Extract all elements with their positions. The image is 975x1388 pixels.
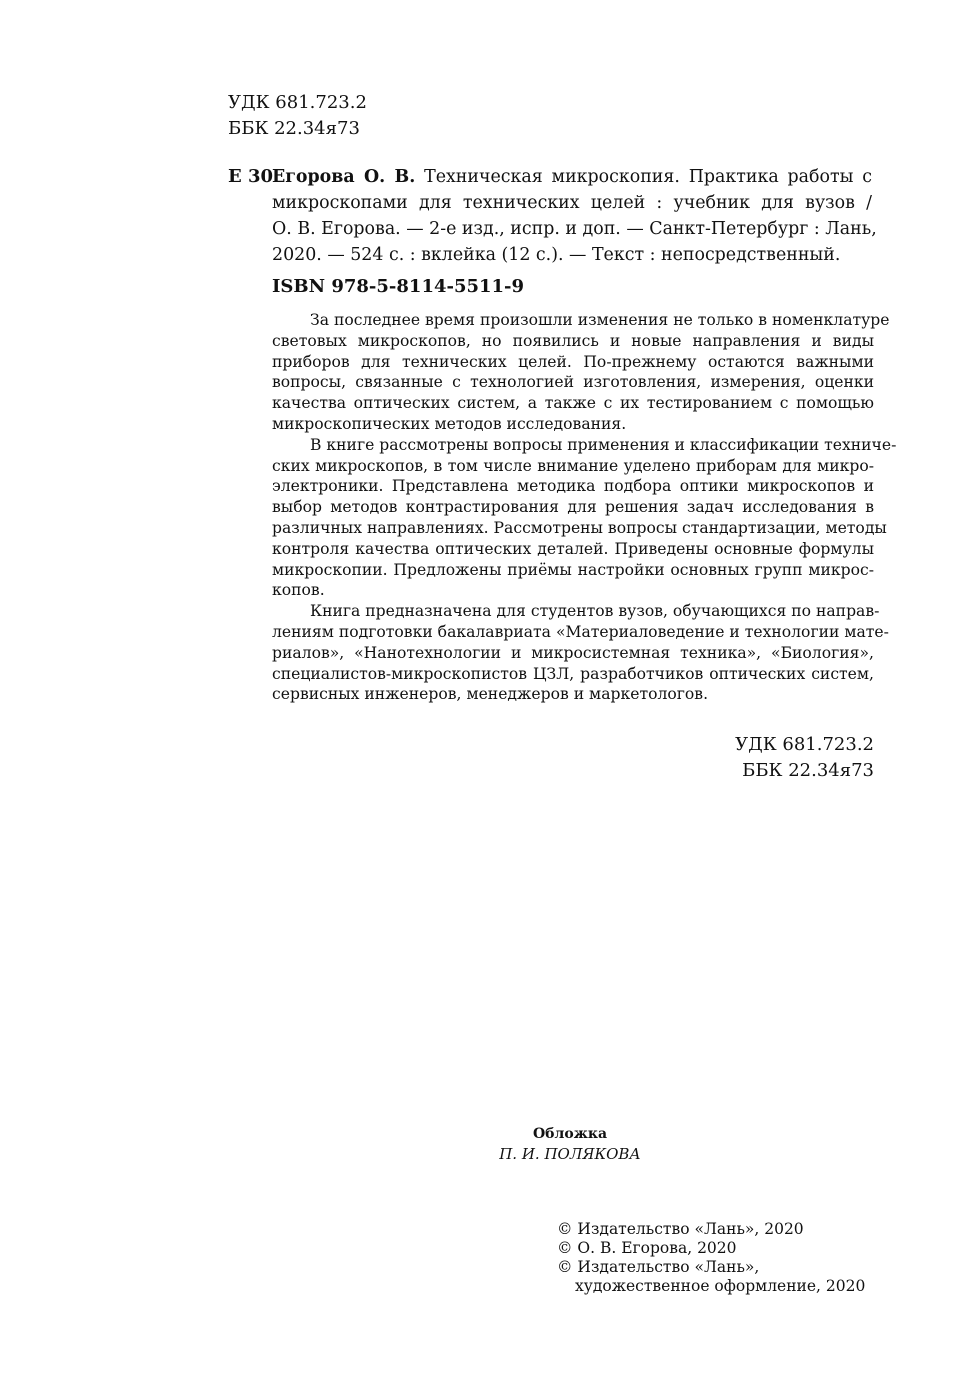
text-line: специалистов-микроскопистов ЦЗЛ, разработчиков оптических систем, — [272, 664, 874, 683]
bibliographic-record — [272, 164, 877, 268]
copyright-line: художественное оформление, 2020 — [575, 1277, 866, 1295]
text-line: электроники. Представлена методика подбора оптики микроскопов и — [272, 477, 874, 496]
text-line: Книга предназначена для студентов вузов, обучающихся по направ- — [310, 602, 880, 621]
biblio-line-2: микроскопами для технических целей : учебник для вузов / — [272, 193, 872, 213]
cover-credit — [440, 1124, 700, 1164]
annotation-paragraph-2 — [272, 435, 897, 601]
cover-designer: П. И. ПОЛЯКОВА — [499, 1145, 641, 1163]
copyright-line: © О. В. Егорова, 2020 — [557, 1239, 737, 1257]
udk-code: УДК 681.723.2 — [735, 734, 874, 755]
annotation-paragraph-1 — [272, 310, 890, 435]
text-line: микроскопии. Предложены приёмы настройки основных групп микрос- — [272, 560, 874, 579]
text-line: световых микроскопов, но появились и новые направления и виды — [272, 331, 874, 350]
author-sign: Е 30 — [228, 166, 274, 187]
cover-label: Обложка — [532, 1126, 608, 1142]
text-line: вопросы, связанные с технологией изготовления, измерения, оценки — [272, 373, 874, 392]
text-line: лениям подготовки бакалавриата «Материаловедение и технологии мате- — [272, 622, 889, 641]
udk-bbk-header — [228, 90, 367, 142]
author-name: Егорова О. В. — [272, 167, 416, 187]
text-line: ских микроскопов, в том числе внимание уделено приборам для микро- — [272, 456, 874, 475]
copyright-line: © Издательство «Лань», 2020 — [557, 1220, 804, 1238]
text-line: В книге рассмотрены вопросы применения и классификации техниче- — [310, 435, 897, 454]
annotation-paragraph-3 — [272, 601, 889, 705]
text-line: контроля качества оптических деталей. Приведены основные формулы — [272, 539, 874, 558]
text-line: риалов», «Нанотехнологии и микросистемная техника», «Биология», — [272, 643, 874, 662]
biblio-line-1: Техническая микроскопия. Практика работы с — [424, 167, 872, 187]
udk-code: УДК 681.723.2 — [228, 92, 367, 113]
text-line: различных направлениях. Рассмотрены вопросы стандартизации, методы — [272, 518, 887, 537]
biblio-line-4: 2020. — 524 с. : вклейка (12 с.). — Текст : непосредственный. — [272, 245, 841, 265]
annotation — [272, 310, 897, 705]
bbk-code: ББК 22.34я73 — [228, 118, 360, 139]
biblio-line-3: О. В. Егорова. — 2-е изд., испр. и доп. — Санкт-Петербург : Лань, — [272, 219, 877, 239]
text-line: приборов для технических целей. По-прежнему остаются важными — [272, 352, 874, 371]
text-line: микроскопических методов исследования. — [272, 414, 627, 433]
isbn: ISBN 978-5-8114-5511-9 — [272, 276, 525, 297]
copyright-line: © Издательство «Лань», — [557, 1258, 760, 1276]
text-line: За последнее время произошли изменения не только в номенклатуре — [310, 311, 890, 329]
text-line: качества оптических систем, а также с их тестированием с помощью — [272, 394, 874, 413]
bbk-code: ББК 22.34я73 — [742, 760, 874, 781]
text-line: сервисных инженеров, менеджеров и маркетологов. — [272, 685, 709, 704]
text-line: выбор методов контрастирования для решения задач исследования в — [272, 498, 874, 517]
udk-bbk-footer — [640, 732, 874, 784]
text-line: копов. — [272, 581, 325, 600]
copyright-block — [557, 1220, 865, 1296]
